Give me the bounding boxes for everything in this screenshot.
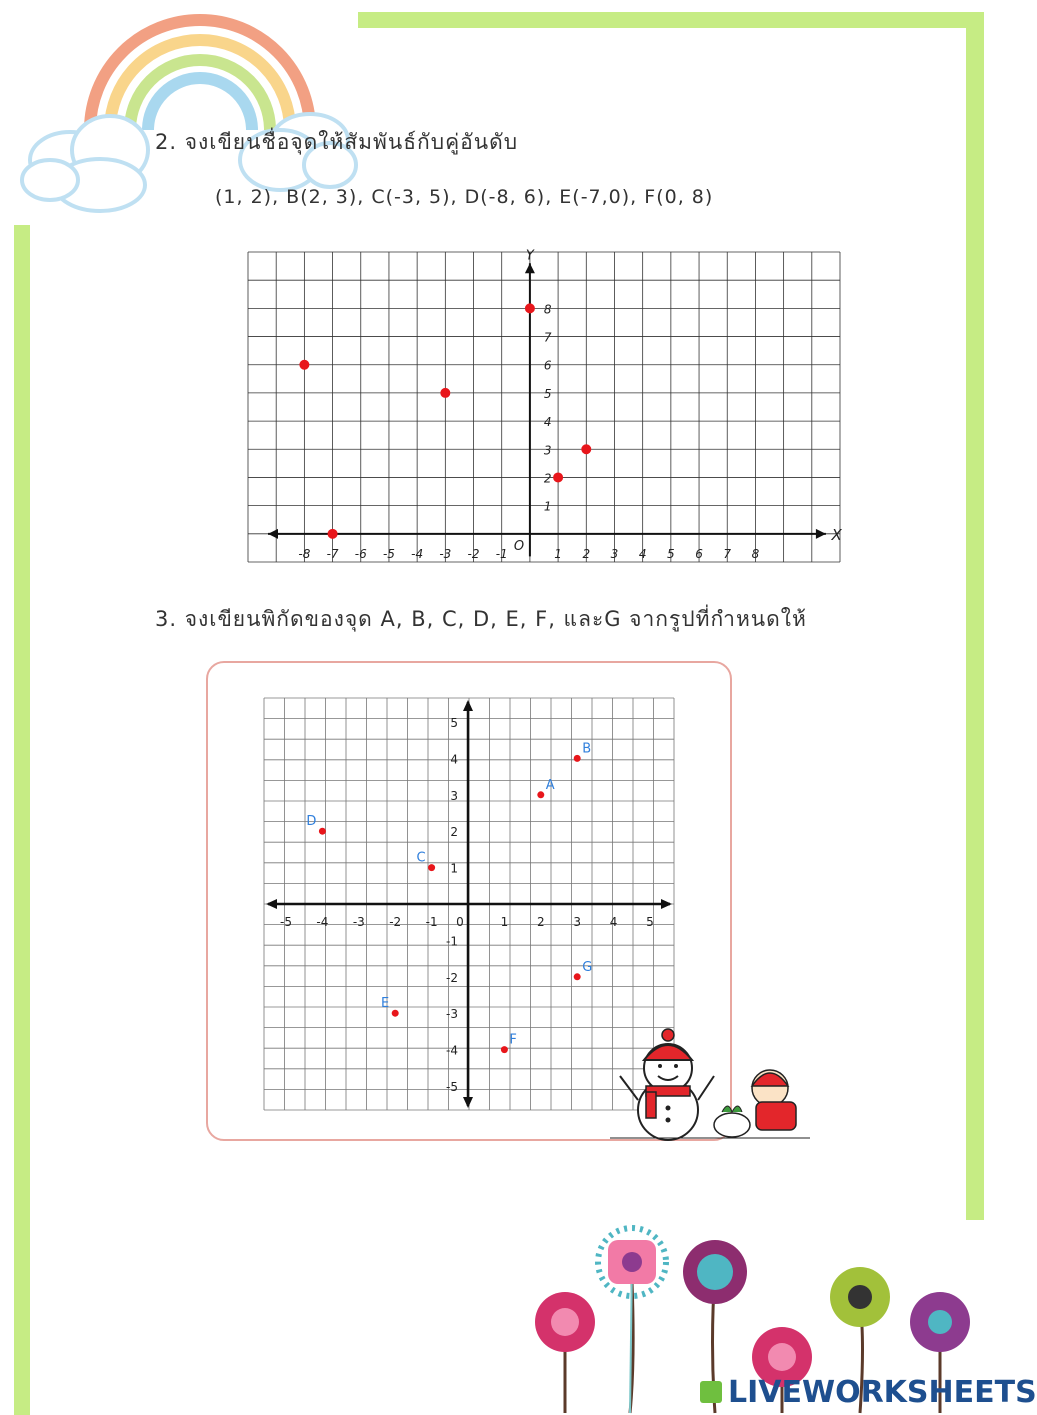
x-axis-arrow — [816, 529, 826, 539]
x-tick-label: 4 — [609, 915, 618, 929]
y-axis-arrow — [463, 1097, 473, 1108]
y-tick-label: 3 — [450, 788, 458, 803]
x-tick-label: -5 — [382, 546, 395, 561]
point-label-f: F — [509, 1032, 517, 1048]
x-tick-label: -3 — [439, 546, 452, 561]
x-tick-label: 7 — [723, 546, 732, 561]
x-tick-label: -1 — [495, 546, 508, 561]
x-axis-arrow — [266, 899, 277, 909]
y-tick-label: -1 — [446, 934, 458, 949]
y-tick-label: 4 — [543, 415, 552, 430]
coordinate-plane-1 — [248, 248, 842, 562]
point-label-c: C — [416, 850, 426, 866]
y-tick-label: 2 — [543, 471, 552, 486]
x-tick-label: 2 — [536, 915, 545, 929]
plotted-point — [299, 360, 309, 370]
x-tick-label: -3 — [352, 915, 365, 929]
x-tick-label: -4 — [411, 546, 424, 561]
x-tick-label: 2 — [582, 546, 591, 561]
x-tick-label: -6 — [354, 546, 367, 561]
question-2-ordered-pairs: (1, 2), B(2, 3), C(-3, 5), D(-8, 6), E(-7,0), F(0, 8) — [215, 186, 714, 208]
plotted-point — [440, 388, 450, 398]
logo-icon — [700, 1381, 722, 1403]
y-tick-label: 7 — [543, 330, 552, 345]
plotted-point — [525, 303, 535, 313]
x-tick-label: 3 — [610, 546, 619, 561]
y-tick-label: 3 — [543, 443, 552, 458]
y-tick-label: -3 — [446, 1007, 458, 1022]
x-tick-label: 5 — [646, 915, 654, 929]
plotted-point — [328, 529, 338, 539]
plotted-point — [553, 472, 563, 482]
x-tick-label: -5 — [280, 915, 292, 929]
snowman-decoration — [610, 1030, 810, 1142]
point-g — [574, 973, 581, 980]
green-border-right — [966, 12, 984, 1220]
y-axis-arrow — [463, 700, 473, 711]
y-tick-label: 2 — [450, 825, 458, 840]
x-tick-label: 1 — [500, 915, 509, 929]
plotted-point — [581, 444, 591, 454]
x-tick-label: -2 — [467, 546, 480, 561]
origin-label: O — [513, 538, 525, 554]
x-axis-label: X — [831, 525, 842, 544]
point-label-a: A — [545, 777, 555, 793]
point-e — [392, 1010, 399, 1017]
y-tick-label: 5 — [543, 386, 552, 401]
y-tick-label: 6 — [543, 358, 552, 373]
x-tick-label: -4 — [316, 915, 329, 929]
x-tick-label: 0 — [456, 915, 464, 929]
x-tick-label: 5 — [667, 546, 675, 561]
x-tick-label: 1 — [554, 546, 562, 561]
y-tick-label: 5 — [450, 716, 458, 730]
point-label-e: E — [380, 996, 390, 1012]
x-tick-label: 4 — [638, 546, 647, 561]
y-tick-label: -5 — [446, 1080, 458, 1094]
green-border-top — [358, 12, 984, 28]
x-tick-label: 3 — [573, 915, 582, 929]
y-tick-label: 8 — [543, 302, 552, 317]
point-label-b: B — [582, 741, 592, 757]
y-tick-label: 1 — [450, 861, 458, 876]
y-axis-arrow — [525, 263, 535, 273]
x-axis-arrow — [268, 529, 278, 539]
x-tick-label: -7 — [326, 546, 339, 561]
question-2-title: 2. จงเขียนชื่อจุดให้สัมพันธ์กับคู่อันดับ — [155, 130, 519, 154]
y-tick-label: 1 — [543, 499, 552, 514]
point-a — [537, 791, 544, 798]
y-tick-label: 4 — [450, 752, 458, 767]
point-f — [501, 1046, 508, 1053]
point-d — [319, 828, 326, 835]
liveworksheets-logo: LIVEWORKSHEETS — [728, 1375, 1037, 1410]
green-border-left — [14, 225, 30, 1415]
question-3-title: 3. จงเขียนพิกัดของจุด A, B, C, D, E, F, และG จากรูปที่กำหนดให้ — [155, 607, 807, 631]
point-c — [428, 864, 435, 871]
x-tick-label: 6 — [695, 546, 703, 561]
x-tick-label: -1 — [425, 915, 438, 929]
y-axis-label: Y — [525, 248, 534, 264]
y-tick-label: -2 — [446, 970, 458, 985]
point-label-d: D — [306, 814, 317, 830]
x-tick-label: -8 — [298, 546, 311, 561]
y-tick-label: -4 — [446, 1043, 458, 1058]
point-b — [574, 755, 581, 762]
x-axis-arrow — [661, 899, 672, 909]
point-label-g: G — [582, 959, 593, 975]
x-tick-label: -2 — [389, 915, 402, 929]
x-tick-label: 8 — [751, 546, 760, 561]
